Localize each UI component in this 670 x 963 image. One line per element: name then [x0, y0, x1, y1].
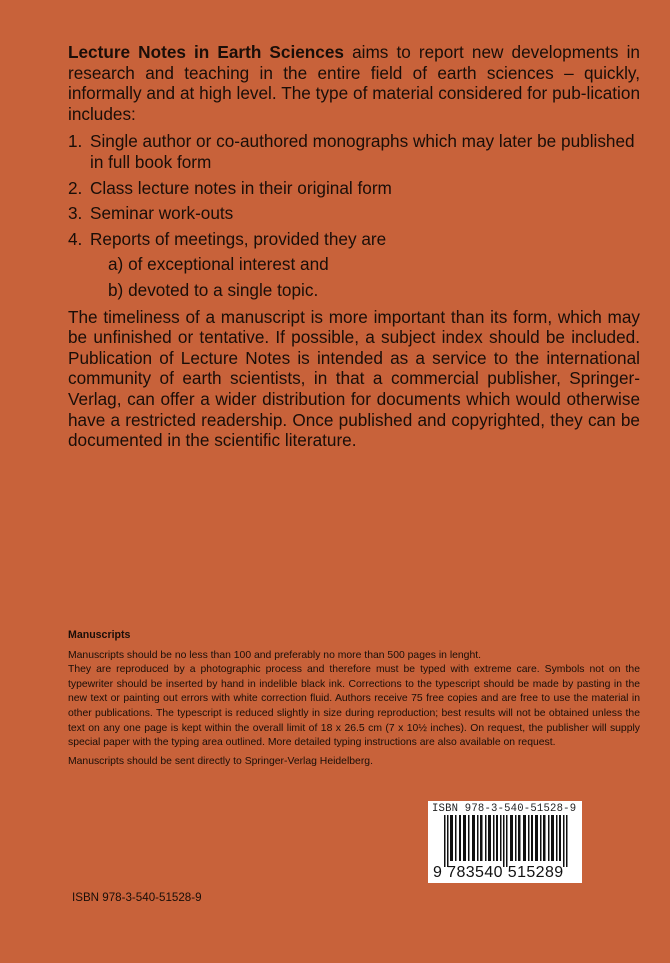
series-title: Lecture Notes in Earth Sciences [68, 42, 344, 62]
material-list [68, 131, 640, 300]
manuscripts-submission-paragraph: Manuscripts should be sent directly to Springer-Verlag Heidelberg. [68, 755, 373, 767]
meeting-conditions-list [90, 254, 640, 300]
isbn-footer: ISBN 978-3-540-51528-9 [72, 891, 202, 904]
manuscripts-instructions-paragraph: They are reproduced by a photographic process and therefore must be typed with extreme care. Symbols not on the typewriter should be inserted by hand in indelible black ink. Corrections to the typescript should be made by pasting in the new text or painting out errors with white correction fluid. Authors receive 75 free copies and are free to use the material in other publications. The typescript is reduced slightly in size during reproduction; best results will not be obtained unless the text on any one page is kept within the overall limit of 18 x 26.5 cm (7 x 10½ inches). On request, the publisher will supply special paper with the typing area outlined. More detailed typing instructions are also available on request. [68, 664, 640, 749]
manuscripts-length-paragraph: Manuscripts should be no less than 100 and preferably no more than 500 pages in lenght. [68, 649, 482, 661]
timeliness-paragraph: The timeliness of a manuscript is more important than its form, which may be unfinished or tentative. If possible, a subject index should be included. Publication of Lecture Notes is intended as a service to the international community of earth scientists, in that a commercial publisher, Springer-Verlag, can offer a wider distribution for documents which would otherwise have a restricted readership. Once published and copyrighted, they can be documented in the scientific literature. [68, 306, 640, 451]
description-block [68, 42, 640, 451]
barcode-isbn-label: ISBN 978-3-540-51528-9 [432, 803, 577, 815]
list-item: 1. Single author or co-authored monographs which may later be published in full book form [68, 131, 635, 172]
sublist-item: b) devoted to a single topic. [108, 279, 319, 300]
intro-paragraph [68, 42, 640, 124]
list-item: 4. Reports of meetings, provided they are a) of exceptional interest and b) devoted to a single topic. [68, 229, 640, 301]
isbn-barcode [428, 801, 582, 883]
barcode-bars-icon [428, 815, 582, 867]
barcode-digits: 9 783540 515289 [433, 864, 564, 881]
sublist-item: a) of exceptional interest and [108, 254, 329, 275]
intro-text: aims to report new developments in research and teaching in the entire field of earth sciences – quickly, informally and at high level. The type of material considered for pub-lication includes: [68, 42, 640, 124]
manuscripts-heading: Manuscripts [68, 629, 131, 641]
manuscripts-section [68, 628, 640, 769]
list-item: 2. Class lecture notes in their original form [68, 177, 392, 198]
list-item: 3. Seminar work-outs [68, 203, 234, 224]
